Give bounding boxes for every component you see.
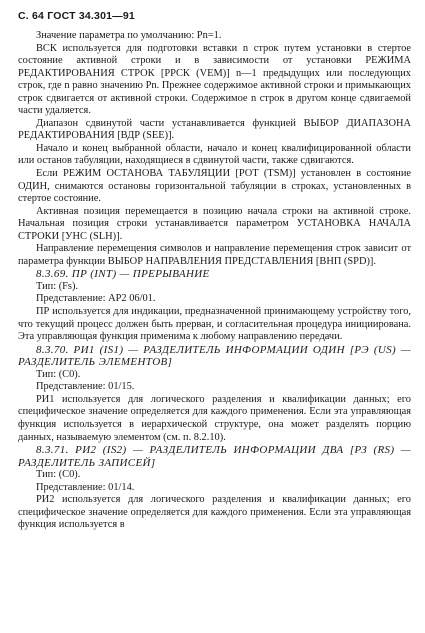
paragraph: Если РЕЖИМ ОСТАНОВА ТАБУЛЯЦИИ [РОТ (TSM)] установлен в состояние ОДИН, снимаются остановы горизонтальной табуляции в строках, установленных в стертое состояние. [18,168,411,205]
paragraph: Направление перемещения символов и направление перемещения строк зависит от параметра функции ВЫБОР НАПРАВЛЕНИЯ ПРЕДСТАВЛЕНИЯ [ВНП (SPD)]. [18,243,411,267]
paragraph: Активная позиция перемещается в позицию начала строки на активной строке. Начальная позиция строки устанавливается параметром УСТАНОВКА НАЧАЛА СТРОКИ [УНС (SLH)]. [18,205,411,242]
section-heading: 8.3.70. РИ1 (IS1) — РАЗДЕЛИТЕЛЬ ИНФОРМАЦИИ ОДИН [РЭ (US) — РАЗДЕЛИТЕЛЬ ЭЛЕМЕНТОВ] [18,343,411,369]
page-header: С. 64 ГОСТ 34.301—91 [18,10,135,22]
section-heading: 8.3.69. ПР (INT) — ПРЕРЫВАНИЕ [36,268,210,281]
representation-line: Представление: АР2 06/01. [36,293,156,305]
paragraph: Начало и конец выбранной области, начало и конец квалифицированной области или останов табуляции, находящиеся в сдвинутой части, также сдвигаются. [18,142,411,167]
paragraph: ВСК используется для подготовки вставки n строк путем установки в стертое состояние активной строки и в зависимости от установки РЕЖИМА РЕДАКТИРОВАНИЯ СТРОК [РРСК (VEM)] n—1 предыдущих или последующих строк, где n равно значению Pn. Прежнее содержимое активной строки и примыкающих строк сдвигается от активной строки. Содержимое n строк в другом конце сдвигаемой части удаляется. [18,42,411,117]
document-body [18,30,411,532]
paragraph: Значение параметра по умолчанию: Pn=1. [36,30,222,41]
paragraph: РИ2 используется для логического разделения и квалификации данных; его специфическое значение определяется для каждого применения. Если эта управляющая функция используется в [18,494,411,531]
section-heading: 8.3.71. РИ2 (IS2) — РАЗДЕЛИТЕЛЬ ИНФОРМАЦИИ ДВА [РЗ (RS) — РАЗДЕЛИТЕЛЬ ЗАПИСЕЙ] [18,444,411,469]
paragraph: РИ1 используется для логического разделения и квалификации данных; его специфическое значение определяется для каждого применения. Если эта управляющая функция используется в иерархической структуре, она может разделять порцию данных, называемую элементом (см. п. 8.2.10). [18,393,411,443]
representation-line: Представление: 01/14. [36,481,135,493]
representation-line: Представление: 01/15. [36,381,135,393]
type-line: Тип: (С0). [36,368,81,380]
paragraph: Диапазон сдвинутой части устанавливается функцией ВЫБОР ДИАПАЗОНА РЕДАКТИРОВАНИЯ [ВДР (SEE)]. [18,117,411,142]
type-line: Тип: (С0). [36,469,81,481]
type-line: Тип: (Fs). [36,280,79,292]
paragraph: ПР используется для индикации, предназначенной принимающему устройству того, что текущий процесс должен быть прерван, и согласительная процедура инициирована. Эта управляющая функция применима к любому направлению передачи. [18,306,411,343]
